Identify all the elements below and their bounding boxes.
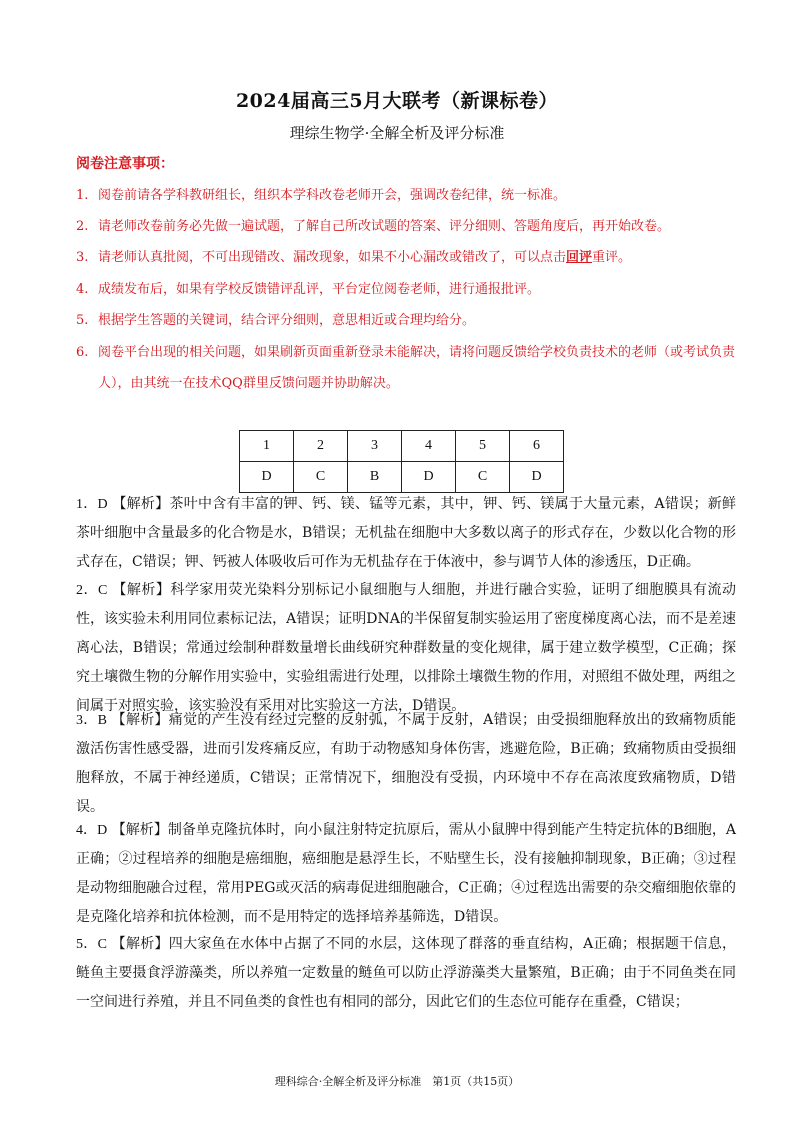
answer-cell: D <box>402 462 456 493</box>
notice-item-number: 1. <box>76 188 89 203</box>
notice-item-number: 3. <box>76 250 89 265</box>
question-number-cell: 6 <box>510 431 564 462</box>
question-explanation-text: 【解析】痛觉的产生没有经过完整的反射弧，不属于反射，A错误；由受损细胞释放出的致痛物质能激活伤害性感受器，进而引发疼痛反应，有助于动物感知身体伤害，逃避危险，B正确；致痛物质由受损细胞释放，不属于神经递质，C错误；正常情况下，细胞没有受损，内环境中不存在高浓度致痛物质，D错误。 <box>76 712 737 815</box>
notice-item-number: 5. <box>76 313 89 328</box>
question-number-cell: 1 <box>240 431 294 462</box>
notice-item-1 <box>76 180 736 211</box>
notice-item-text: 根据学生答题的关键词，结合评分细则，意思相近或合理均给分。 <box>98 313 476 328</box>
question-number-cell: 4 <box>402 431 456 462</box>
question-number-cell: 2 <box>294 431 348 462</box>
notice-item-text: 阅卷前请各学科教研组长，组织本学科改卷老师开会，强调改卷纪律，统一标准。 <box>98 188 567 203</box>
notice-item-5 <box>76 305 736 336</box>
answer-cell: B <box>348 462 402 493</box>
question-explanation-5 <box>76 930 736 1017</box>
question-answer-label: 1．D <box>76 497 108 512</box>
answer-cell: D <box>240 462 294 493</box>
answer-cell: D <box>510 462 564 493</box>
question-explanation-text: 【解析】四大家鱼在水体中占据了不同的水层，这体现了群落的垂直结构，A正确；根据题干信息，鲢鱼主要摄食浮游藻类，所以养殖一定数量的鲢鱼可以防止浮游藻类大量繁殖，B正确；由于不同鱼类在同一空间进行养殖，并且不同鱼类的食性也有相同的部分，因此它们的生态位可能存在重叠，C错误； <box>76 936 737 1010</box>
question-explanation-3 <box>76 706 736 822</box>
notice-item-6 <box>76 337 758 399</box>
notice-heading: 阅卷注意事项： <box>76 156 174 172</box>
notice-item-text: 阅卷平台出现的相关问题，如果刷新页面重新登录未能解决，请将问题反馈给学校负责技术的老师（或考试负责人），由其统一在技术QQ群里反馈问题并协助解决。 <box>98 345 736 391</box>
question-explanation-text: 【解析】制备单克隆抗体时，向小鼠注射特定抗原后，需从小鼠脾中得到能产生特定抗体的B细胞，A正确；②过程培养的细胞是癌细胞，癌细胞是悬浮生长，不贴壁生长，没有接触抑制现象，B正确；③过程是动物细胞融合过程，常用PEG或灭活的病毒促进细胞融合，C正确；④过程选出需要的杂交瘤细胞依靠的是克隆化培养和抗体检测，而不是用特定的选择培养基筛选，D错误。 <box>76 822 736 925</box>
notice-item-3 <box>76 242 736 273</box>
notice-item-text: 成绩发布后，如果有学校反馈错评乱评，平台定位阅卷老师，进行通报批评。 <box>98 282 541 297</box>
notice-item-text: 请老师改卷前务必先做一遍试题，了解自己所改试题的答案、评分细则、答题角度后，再开始改卷。 <box>98 219 671 234</box>
question-explanation-2 <box>76 576 736 721</box>
answer-table <box>239 430 564 493</box>
notice-item-4 <box>76 274 736 305</box>
notice-item-text-after: 重评。 <box>592 250 632 265</box>
notice-item-number: 2. <box>76 219 89 234</box>
question-explanation-text: 【解析】科学家用荧光染料分别标记小鼠细胞与人细胞，并进行融合实验，证明了细胞膜具有流动性，该实验未利用同位素标记法，A错误；证明DNA的半保留复制实验运用了密度梯度离心法，而不是差速离心法，B错误；常通过绘制种群数量增长曲线研究种群数量的变化规律，属于建立数学模型，C正确；探究土壤微生物的分解作用实验中，实验组需进行处理，以排除土壤微生物的作用，对照组不做处理，两组之间属于对照实验，该实验没有采用对比实验这一方法，D错误。 <box>76 582 736 714</box>
question-explanation-4 <box>76 816 736 932</box>
page-footer: 理科综合·全解全析及评分标准 第1页（共15页） <box>274 1075 520 1088</box>
question-number-cell: 3 <box>348 431 402 462</box>
page-subtitle: 理综生物学·全解全析及评分标准 <box>289 124 505 142</box>
page-title: 2024届高三5月大联考（新课标卷） <box>235 90 559 112</box>
answer-cell: C <box>456 462 510 493</box>
question-answer-label: 3．B <box>76 713 107 728</box>
question-answer-label: 5．C <box>76 937 107 952</box>
notice-item-number: 6. <box>76 345 89 360</box>
question-explanation-text: 【解析】茶叶中含有丰富的钾、钙、镁、锰等元素，其中，钾、钙、镁属于大量元素，A错误；新鲜茶叶细胞中含量最多的化合物是水，B错误；无机盐在细胞中大多数以离子的形式存在，少数以化合物的形式存在，C错误；钾、钙被人体吸收后可作为无机盐存在于体液中，参与调节人体的渗透压，D正确。 <box>76 496 736 570</box>
notice-item-number: 4. <box>76 282 89 297</box>
question-number-cell: 5 <box>456 431 510 462</box>
notice-item-2 <box>76 211 736 242</box>
question-explanation-1 <box>76 490 736 577</box>
re-review-link[interactable]: 回评 <box>566 250 593 265</box>
answer-table-answer-row <box>240 462 564 493</box>
answer-table-number-row <box>240 431 564 462</box>
question-answer-label: 2．C <box>76 583 108 598</box>
answer-cell: C <box>294 462 348 493</box>
question-answer-label: 4．D <box>76 823 108 838</box>
notice-item-text: 请老师认真批阅，不可出现错改、漏改现象，如果不小心漏改或错改了，可以点击 <box>98 250 567 265</box>
